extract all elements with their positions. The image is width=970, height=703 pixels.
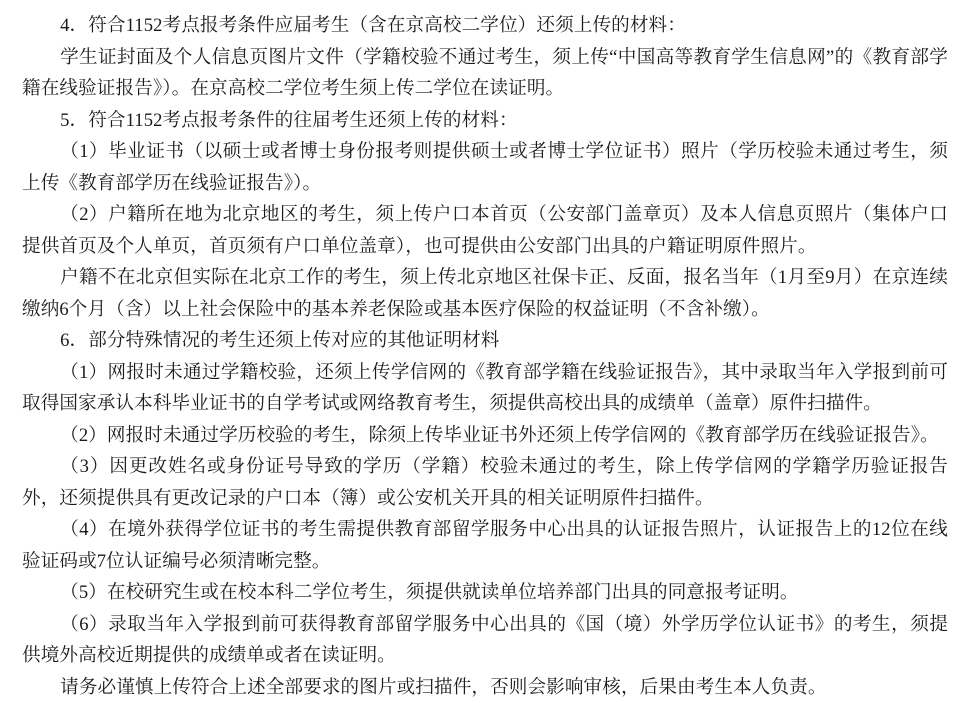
paragraph-item-6-4: （4）在境外获得学位证书的考生需提供教育部留学服务中心出具的认证报告照片，认证报告上的12位在线验证码或7位认证编号必须清晰完整。 xyxy=(22,514,948,577)
paragraph-item-6-1: （1）网报时未通过学籍校验，还须上传学信网的《教育部学籍在线验证报告》，其中录取当年入学报到前可取得国家承认本科毕业证书的自学考试或网络教育考生，须提供高校出具的成绩单（盖章）原件扫描件。 xyxy=(22,357,948,420)
paragraph-item-6-heading: 6．部分特殊情况的考生还须上传对应的其他证明材料 xyxy=(22,325,948,357)
paragraph-item-6-5: （5）在校研究生或在校本科二学位考生，须提供就读单位培养部门出具的同意报考证明。 xyxy=(22,577,948,609)
paragraph-item-5-heading: 5．符合1152考点报考条件的往届考生还须上传的材料： xyxy=(22,105,948,137)
paragraph-item-5-3: 户籍不在北京但实际在北京工作的考生，须上传北京地区社保卡正、反面，报名当年（1月至9月）在京连续缴纳6个月（含）以上社会保险中的基本养老保险或基本医疗保险的权益证明（不含补缴）。 xyxy=(22,262,948,325)
paragraph-item-6-2: （2）网报时未通过学历校验的考生，除须上传毕业证书外还须上传学信网的《教育部学历在线验证报告》。 xyxy=(22,420,948,452)
paragraph-item-4-body: 学生证封面及个人信息页图片文件（学籍校验不通过考生，须上传“中国高等教育学生信息网”的《教育部学籍在线验证报告》）。在京高校二学位考生须上传二学位在读证明。 xyxy=(22,42,948,105)
paragraph-closing-note: 请务必谨慎上传符合上述全部要求的图片或扫描件，否则会影响审核，后果由考生本人负责。 xyxy=(22,672,948,703)
paragraph-item-6-3: （3）因更改姓名或身份证号导致的学历（学籍）校验未通过的考生，除上传学信网的学籍学历验证报告外，还须提供具有更改记录的户口本（簿）或公安机关开具的相关证明原件扫描件。 xyxy=(22,451,948,514)
paragraph-item-4-heading: 4．符合1152考点报考条件应届考生（含在京高校二学位）还须上传的材料： xyxy=(22,10,948,42)
paragraph-item-5-1: （1）毕业证书（以硕士或者博士身份报考则提供硕士或者博士学位证书）照片（学历校验未通过考生，须上传《教育部学历在线验证报告》）。 xyxy=(22,136,948,199)
paragraph-item-6-6: （6）录取当年入学报到前可获得教育部留学服务中心出具的《国（境）外学历学位认证书》的考生，须提供境外高校近期提供的成绩单或者在读证明。 xyxy=(22,609,948,672)
paragraph-item-5-2: （2）户籍所在地为北京地区的考生，须上传户口本首页（公安部门盖章页）及本人信息页照片（集体户口提供首页及个人单页，首页须有户口单位盖章），也可提供由公安部门出具的户籍证明原件照片。 xyxy=(22,199,948,262)
